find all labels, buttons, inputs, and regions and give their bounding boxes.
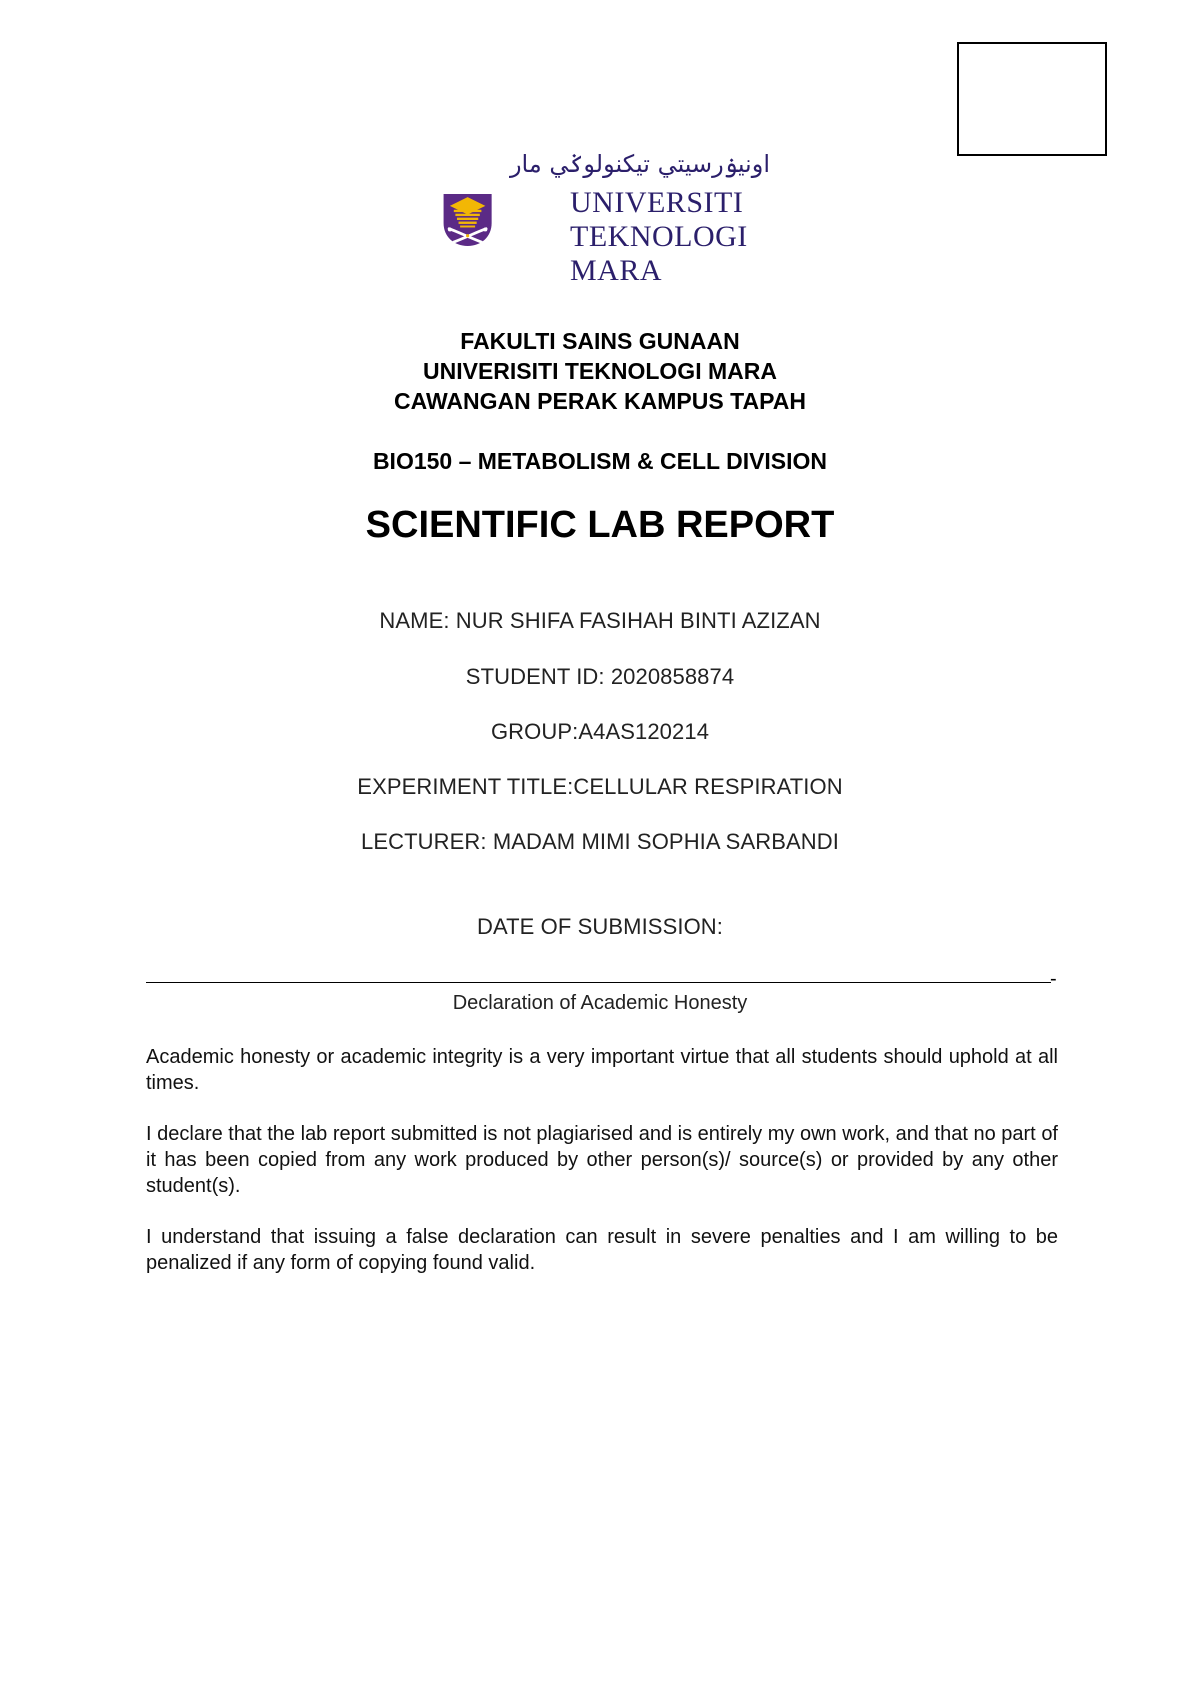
- experiment-title: EXPERIMENT TITLE:CELLULAR RESPIRATION: [357, 774, 843, 799]
- group-code: GROUP:A4AS120214: [490, 719, 710, 744]
- submission-date: DATE OF SUBMISSION:: [477, 914, 723, 939]
- student-name: NAME: NUR SHIFA FASIHAH BINTI AZIZAN: [379, 608, 821, 633]
- lecturer-name: LECTURER: MADAM MIMI SOPHIA SARBANDI: [361, 829, 839, 854]
- separator-line: [146, 982, 1051, 983]
- report-title: SCIENTIFIC LAB REPORT: [365, 504, 835, 546]
- faculty-name: FAKULTI SAINS GUNAAN: [460, 328, 740, 354]
- student-id: STUDENT ID: 2020858874: [465, 664, 735, 689]
- university-name: UNIVERISITI TEKNOLOGI MARA: [423, 358, 777, 384]
- logo-line-universiti: UNIVERSITI: [570, 186, 744, 219]
- logo-wordmark: [570, 186, 748, 288]
- logo-line-teknologi: TEKNOLOGI: [570, 220, 748, 253]
- declaration-paragraph-3: I understand that issuing a false declaration can result in severe penalties and I am willing to be penalized if any form of copying found valid.: [146, 1226, 1058, 1274]
- campus-name: CAWANGAN PERAK KAMPUS TAPAH: [394, 388, 806, 414]
- declaration-title: Declaration of Academic Honesty: [452, 992, 748, 1014]
- logo-line-mara: MARA: [570, 254, 663, 287]
- declaration-paragraph-2: I declare that the lab report submitted is not plagiarised and is entirely my own work, and that no part of it has been copied from any work produced by other person(s)/ source(s) or provided by any other student(s).: [146, 1123, 1058, 1197]
- separator-line-end: -: [1050, 968, 1057, 990]
- course-title: BIO150 – METABOLISM & CELL DIVISION: [372, 448, 828, 474]
- logo-jawi-text: اونيۏرسيتي تيکنولوݢي مار: [509, 150, 770, 178]
- corner-box: [957, 42, 1107, 156]
- declaration-paragraph-1: Academic honesty or academic integrity is a very important virtue that all students should uphold at all times.: [146, 1046, 1058, 1094]
